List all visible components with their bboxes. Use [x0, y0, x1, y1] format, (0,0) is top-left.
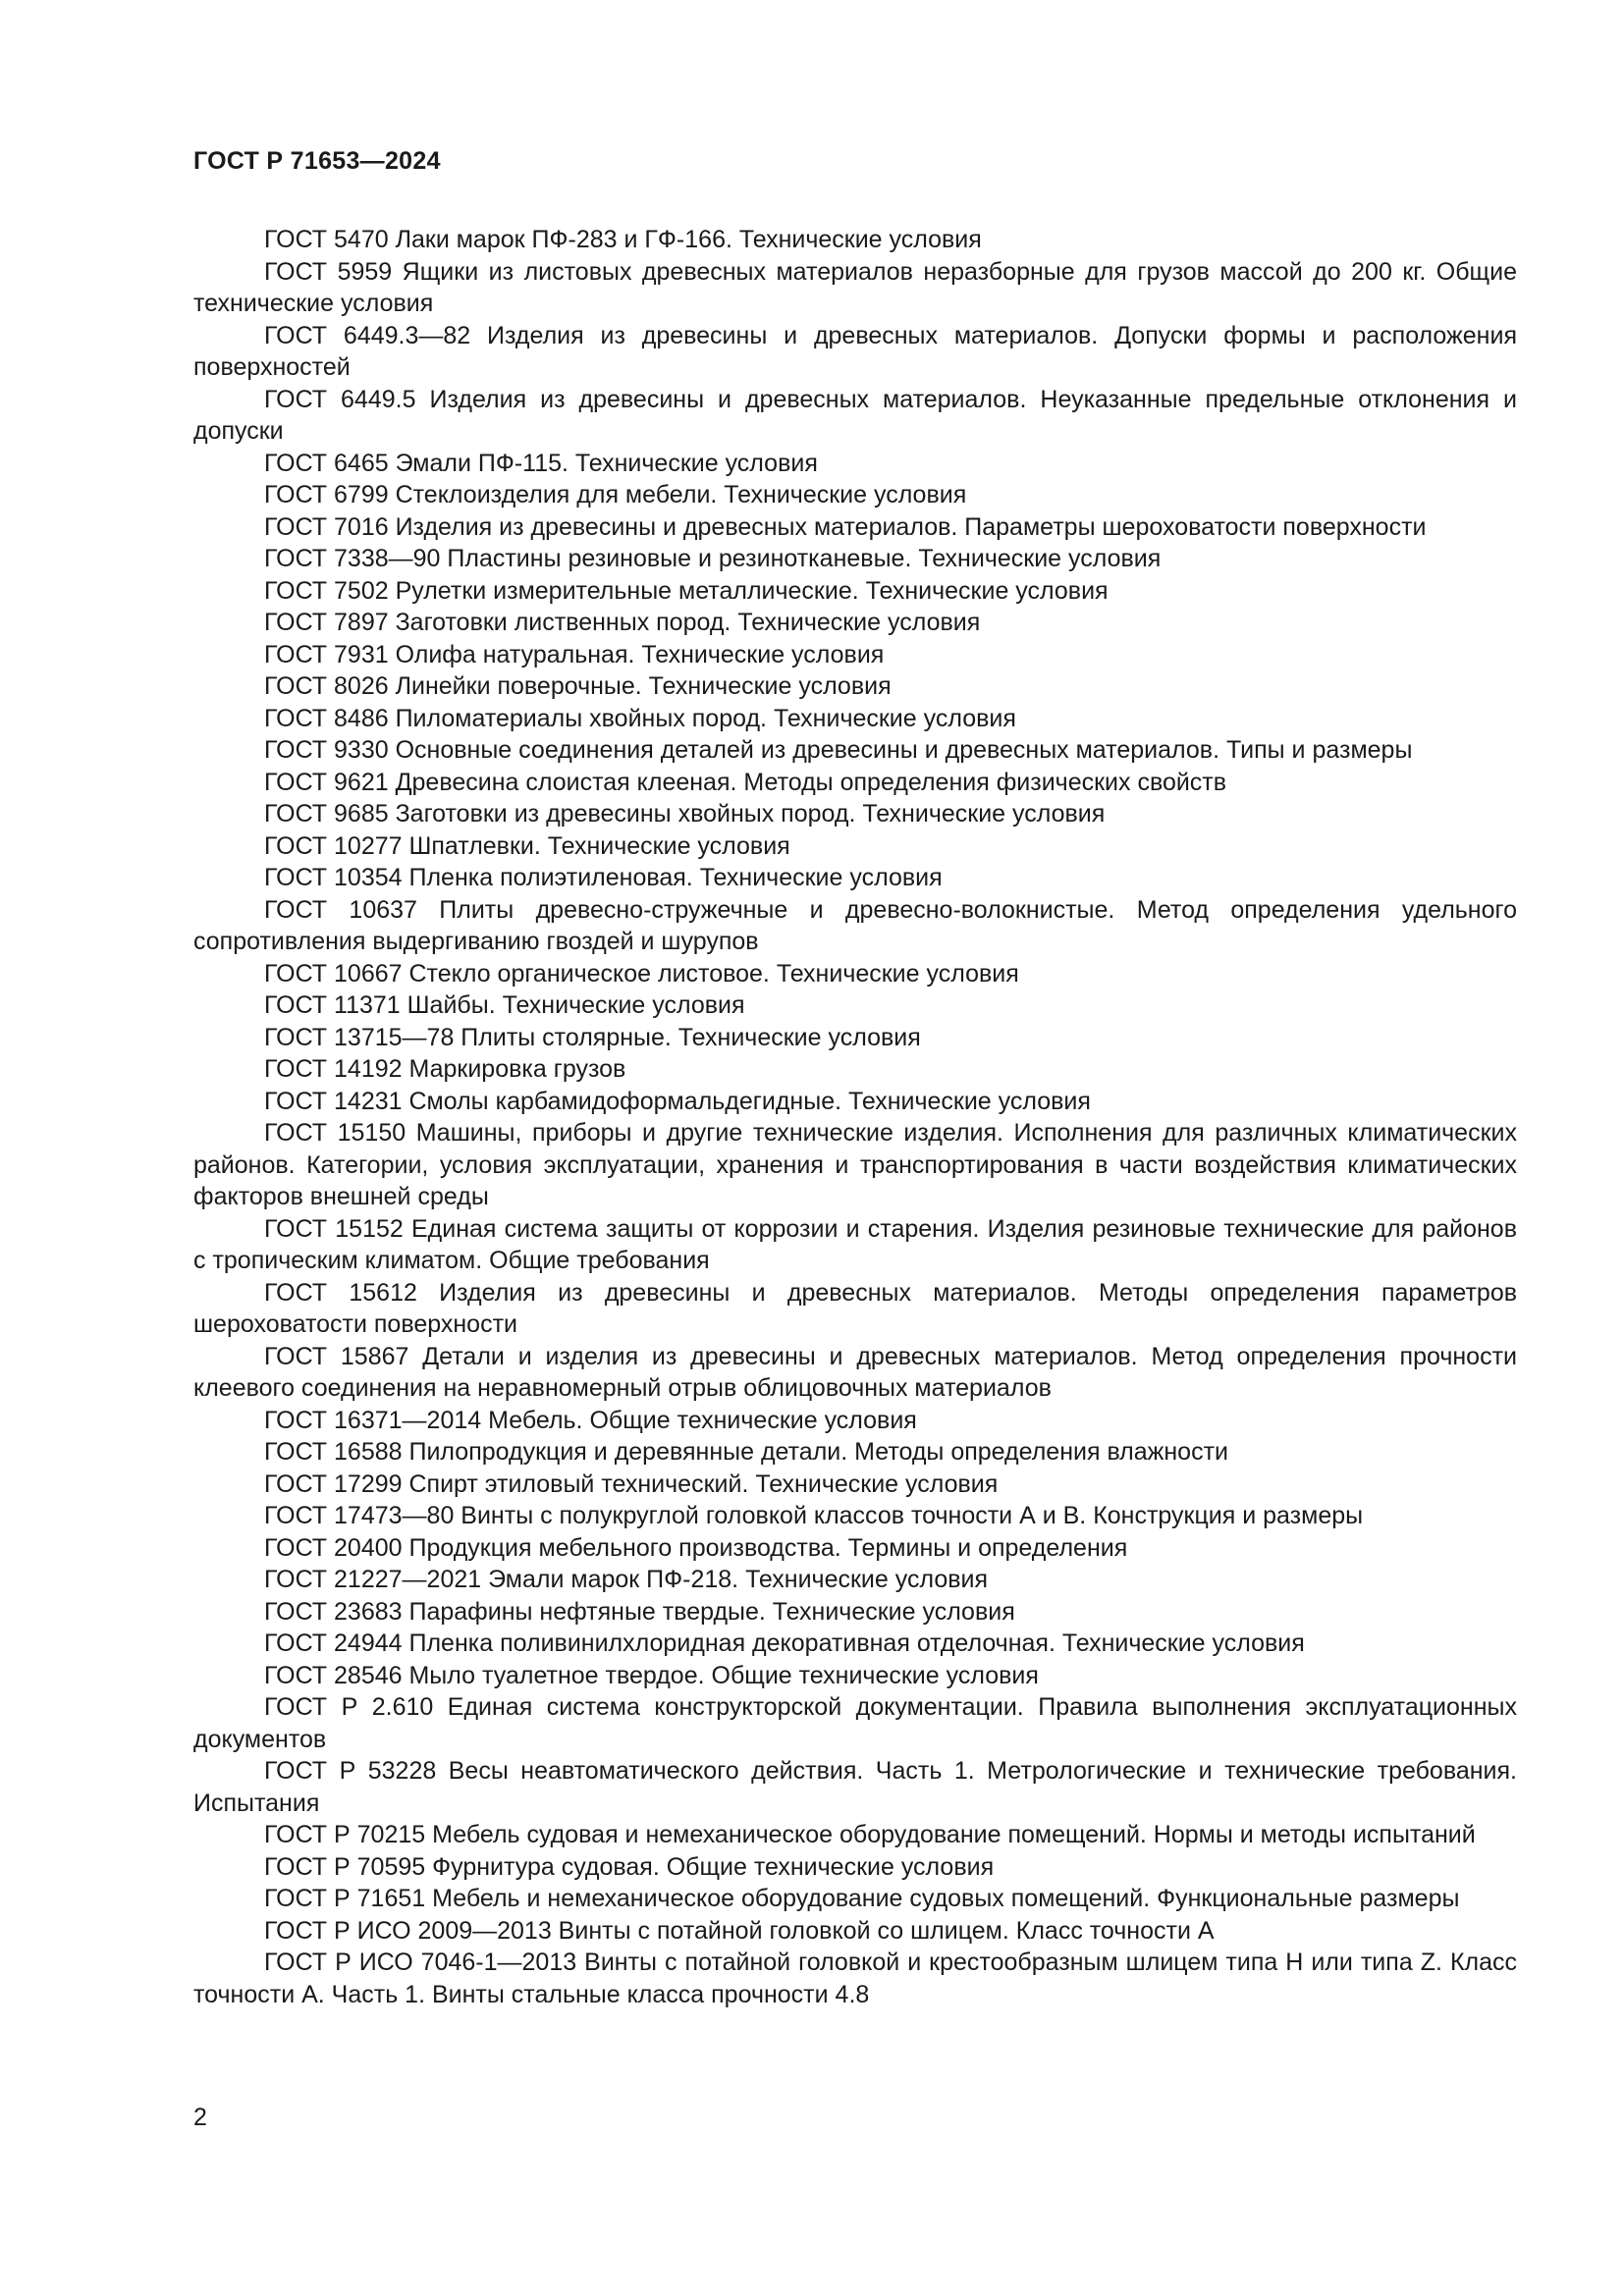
reference-item: ГОСТ Р 2.610 Единая система конструкторской документации. Правила выполнения эксплуатационных документов — [193, 1693, 1517, 1753]
reference-item: ГОСТ 21227—2021 Эмали марок ПФ-218. Технические условия — [264, 1566, 989, 1593]
reference-item: ГОСТ 14192 Маркировка грузов — [264, 1055, 626, 1083]
reference-item: ГОСТ 10667 Стекло органическое листовое. Технические условия — [264, 959, 1019, 988]
page-number: 2 — [193, 2104, 207, 2131]
reference-item: ГОСТ 9330 Основные соединения деталей из древесины и древесных материалов. Типы и размеры — [264, 736, 1413, 764]
reference-item: ГОСТ 9685 Заготовки из древесины хвойных пород. Технические условия — [264, 800, 1106, 828]
reference-item: ГОСТ 10637 Плиты древесно-стружечные и древесно-волокнистые. Метод определения удельного сопротивления выдергиванию гвоздей и шурупов — [193, 895, 1517, 955]
reference-item: ГОСТ 15612 Изделия из древесины и древесных материалов. Методы определения параметров шероховатости поверхности — [193, 1278, 1517, 1338]
reference-item: ГОСТ 6465 Эмали ПФ-115. Технические условия — [264, 449, 818, 477]
reference-item: ГОСТ 7931 Олифа натуральная. Технические условия — [264, 640, 885, 668]
reference-item: ГОСТ 15867 Детали и изделия из древесины и древесных материалов. Метод определения прочности клеевого соединения на неравномерный отрыв облицовочных материалов — [193, 1342, 1517, 1402]
reference-item: ГОСТ 9621 Древесина слоистая клееная. Методы определения физических свойств — [264, 768, 1227, 796]
reference-item: ГОСТ 7502 Рулетки измерительные металлические. Технические условия — [264, 576, 1109, 605]
normative-references-list — [193, 224, 1517, 2010]
reference-item: ГОСТ 8026 Линейки поверочные. Технические условия — [264, 672, 892, 700]
reference-item: ГОСТ 16588 Пилопродукция и деревянные детали. Методы определения влажности — [264, 1438, 1228, 1466]
reference-item: ГОСТ 15150 Машины, приборы и другие технические изделия. Исполнения для различных климатических районов. Категории, условия эксплуатации, хранения и транспортирования в части воздействия климатических факторов внешней среды — [193, 1119, 1517, 1210]
reference-item: ГОСТ Р ИСО 2009—2013 Винты с потайной головкой со шлицем. Класс точности А — [264, 1916, 1215, 1945]
reference-item: ГОСТ Р ИСО 7046-1—2013 Винты с потайной головкой и крестообразным шлицем типа Н или типа Z. Класс точности А. Часть 1. Винты стальные класса прочности 4.8 — [193, 1949, 1517, 2008]
reference-item: ГОСТ 7338—90 Пластины резиновые и резинотканевые. Технические условия — [264, 545, 1162, 572]
reference-item: ГОСТ 10277 Шпатлевки. Технические условия — [264, 831, 790, 860]
reference-item: ГОСТ 5959 Ящики из листовых древесных материалов неразборные для грузов массой до 200 кг. Общие технические условия — [193, 257, 1517, 317]
reference-item: ГОСТ 5470 Лаки марок ПФ-283 и ГФ-166. Технические условия — [264, 226, 982, 253]
reference-item: ГОСТ 8486 Пиломатериалы хвойных пород. Технические условия — [264, 704, 1016, 732]
reference-item: ГОСТ Р 70595 Фурнитура судовая. Общие технические условия — [264, 1852, 995, 1881]
reference-item: ГОСТ 6449.3—82 Изделия из древесины и древесных материалов. Допуски формы и расположения поверхностей — [193, 321, 1517, 381]
reference-item: ГОСТ 15152 Единая система защиты от коррозии и старения. Изделия резиновые технические для районов с тропическим климатом. Общие требования — [193, 1214, 1517, 1274]
reference-item: ГОСТ 7016 Изделия из древесины и древесных материалов. Параметры шероховатости поверхности — [264, 512, 1427, 541]
reference-item: ГОСТ 10354 Пленка полиэтиленовая. Технические условия — [264, 864, 943, 891]
reference-item: ГОСТ Р 53228 Весы неавтоматического действия. Часть 1. Метрологические и технические требования. Испытания — [193, 1757, 1517, 1817]
reference-item: ГОСТ 24944 Пленка поливинилхлоридная декоративная отделочная. Технические условия — [264, 1629, 1305, 1657]
reference-item: ГОСТ Р 71651 Мебель и немеханическое оборудование судовых помещений. Функциональные размеры — [264, 1885, 1460, 1912]
reference-item: ГОСТ 28546 Мыло туалетное твердое. Общие технические условия — [264, 1661, 1039, 1689]
document-header: ГОСТ Р 71653—2024 — [193, 147, 441, 175]
reference-item: ГОСТ 17473—80 Винты с полукруглой головкой классов точности А и В. Конструкция и размеры — [264, 1502, 1364, 1529]
reference-item: ГОСТ 13715—78 Плиты столярные. Технические условия — [264, 1023, 921, 1051]
reference-item: ГОСТ 23683 Парафины нефтяные твердые. Технические условия — [264, 1597, 1015, 1626]
reference-item: ГОСТ 20400 Продукция мебельного производства. Термины и определения — [264, 1533, 1128, 1562]
reference-item: ГОСТ 16371—2014 Мебель. Общие технические условия — [264, 1406, 917, 1434]
reference-item: ГОСТ 7897 Заготовки лиственных пород. Технические условия — [264, 609, 981, 636]
reference-item: ГОСТ 11371 Шайбы. Технические условия — [264, 991, 745, 1019]
reference-item: ГОСТ 6449.5 Изделия из древесины и древесных материалов. Неуказанные предельные отклонения и допуски — [193, 385, 1517, 445]
reference-item: ГОСТ 17299 Спирт этиловый технический. Технические условия — [264, 1469, 999, 1498]
reference-item: ГОСТ Р 70215 Мебель судовая и немеханическое оборудование помещений. Нормы и методы испытаний — [264, 1821, 1476, 1848]
reference-item: ГОСТ 6799 Стеклоизделия для мебели. Технические условия — [264, 481, 967, 508]
reference-item: ГОСТ 14231 Смолы карбамидоформальдегидные. Технические условия — [264, 1087, 1091, 1115]
